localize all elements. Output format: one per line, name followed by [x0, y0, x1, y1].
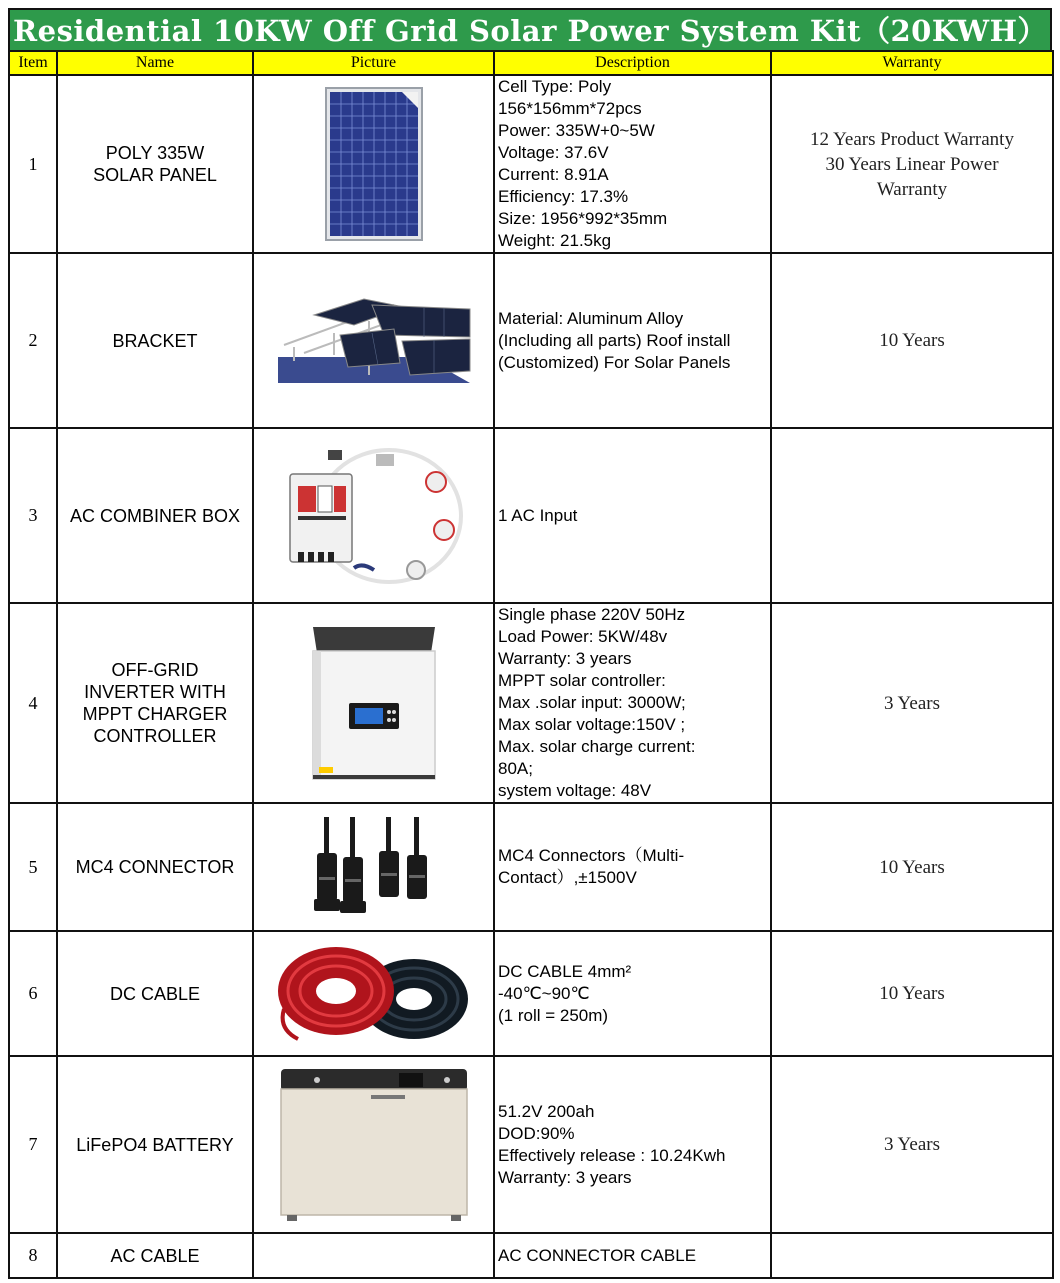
- product-picture: [253, 931, 494, 1056]
- description-line: DC CABLE 4mm²: [498, 961, 632, 981]
- description-line: Max .solar input: 3000W;: [498, 693, 686, 712]
- description-line: -40℃~90℃: [498, 983, 590, 1003]
- warranty-line: 12 Years Product Warranty: [810, 128, 1014, 150]
- table-row: [9, 428, 1053, 603]
- description-line: DOD:90%: [498, 1123, 575, 1143]
- product-warranty: [771, 75, 1053, 253]
- description-line: AC CONNECTOR CABLE: [498, 1245, 697, 1265]
- header-item: Item: [9, 51, 57, 75]
- page-title: Residential 10KW Off Grid Solar Power System Kit（20KWH）: [8, 8, 1052, 50]
- product-description: [494, 428, 771, 603]
- product-description: [494, 253, 771, 428]
- description-line: Current: 8.91A: [498, 165, 609, 184]
- product-warranty: [771, 1056, 1053, 1233]
- description-line: Warranty: 3 years: [498, 649, 632, 668]
- item-number: 2: [9, 253, 57, 428]
- table-row: [9, 931, 1053, 1056]
- table-row: [9, 253, 1053, 428]
- product-name: [57, 428, 253, 603]
- combiner-box-icon: [284, 446, 464, 586]
- item-number: 7: [9, 1056, 57, 1233]
- name-line: POLY 335W: [105, 143, 205, 163]
- description-line: Single phase 220V 50Hz: [498, 605, 686, 624]
- description-line: 1 AC Input: [498, 505, 578, 525]
- solar-panel-icon: [324, 86, 424, 242]
- battery-icon: [277, 1065, 471, 1225]
- header-description: Description: [494, 51, 771, 75]
- product-table: [8, 50, 1054, 1279]
- product-description: [494, 1233, 771, 1278]
- warranty-line: 10 Years: [879, 983, 945, 1004]
- inverter-icon: [309, 623, 439, 783]
- name-line: AC COMBINER BOX: [69, 505, 241, 526]
- product-warranty: [771, 428, 1053, 603]
- name-line: BRACKET: [112, 330, 198, 351]
- name-line: OFF-GRID: [111, 660, 199, 680]
- product-name: [57, 603, 253, 803]
- product-warranty: [771, 253, 1053, 428]
- description-line: Max. solar charge current:: [498, 737, 696, 756]
- product-picture: [253, 75, 494, 253]
- item-number: 8: [9, 1233, 57, 1278]
- name-line: DC CABLE: [109, 983, 201, 1004]
- description-line: (Including all parts) Roof install: [498, 330, 731, 350]
- mc4-connector-icon: [304, 817, 444, 917]
- warranty-line: Warranty: [876, 178, 948, 200]
- item-number: 4: [9, 603, 57, 803]
- item-number: 5: [9, 803, 57, 931]
- item-number: 3: [9, 428, 57, 603]
- description-line: 51.2V 200ah: [498, 1101, 595, 1121]
- spec-sheet: [8, 8, 1052, 1279]
- product-picture: [253, 1056, 494, 1233]
- description-line: system voltage: 48V: [498, 781, 652, 800]
- product-picture: [253, 253, 494, 428]
- header-warranty: Warranty: [771, 51, 1053, 75]
- product-name: [57, 931, 253, 1056]
- warranty-line: 3 Years: [884, 692, 940, 714]
- product-picture: [253, 603, 494, 803]
- warranty-line: 3 Years: [884, 1134, 940, 1155]
- name-line: AC CABLE: [110, 1245, 200, 1266]
- description-line: (Customized) For Solar Panels: [498, 352, 731, 372]
- product-name: [57, 75, 253, 253]
- description-line: Power: 335W+0~5W: [498, 121, 655, 140]
- warranty-line: 30 Years Linear Power: [825, 153, 999, 175]
- table-row: [9, 1056, 1053, 1233]
- product-description: [494, 1056, 771, 1233]
- bracket-icon: [274, 295, 474, 387]
- product-warranty: [771, 803, 1053, 931]
- product-picture: [253, 1233, 494, 1278]
- description-line: 156*156mm*72pcs: [498, 99, 642, 118]
- table-header-row: [9, 51, 1053, 75]
- description-line: Weight: 21.5kg: [498, 231, 612, 250]
- product-description: [494, 931, 771, 1056]
- name-line: INVERTER WITH: [84, 682, 226, 702]
- description-line: Efficiency: 17.3%: [498, 187, 629, 206]
- name-line: LiFePO4 BATTERY: [76, 1134, 234, 1155]
- item-number: 1: [9, 75, 57, 253]
- product-name: [57, 803, 253, 931]
- name-line: MPPT CHARGER: [82, 704, 228, 724]
- description-line: MPPT solar controller:: [498, 671, 666, 690]
- product-warranty: [771, 1233, 1053, 1278]
- product-description: [494, 803, 771, 931]
- description-line: Contact）,±1500V: [498, 868, 637, 887]
- description-line: 80A;: [498, 759, 533, 778]
- description-line: MC4 Connectors（Multi-: [498, 846, 685, 865]
- description-line: Size: 1956*992*35mm: [498, 209, 668, 228]
- description-line: Material: Aluminum Alloy: [498, 308, 684, 328]
- name-line: MC4 CONNECTOR: [75, 857, 235, 877]
- product-picture: [253, 803, 494, 931]
- warranty-line: 10 Years: [879, 856, 945, 878]
- table-row: [9, 1233, 1053, 1278]
- header-name: Name: [57, 51, 253, 75]
- description-line: Cell Type: Poly: [498, 77, 612, 96]
- table-row: [9, 603, 1053, 803]
- description-line: (1 roll = 250m): [498, 1005, 609, 1025]
- name-line: CONTROLLER: [93, 726, 217, 746]
- product-name: [57, 1056, 253, 1233]
- product-description: [494, 603, 771, 803]
- cable-roll-icon: [274, 939, 474, 1049]
- description-line: Load Power: 5KW/48v: [498, 627, 668, 646]
- product-warranty: [771, 603, 1053, 803]
- description-line: Voltage: 37.6V: [498, 143, 609, 162]
- product-picture: [253, 428, 494, 603]
- table-row: [9, 75, 1053, 253]
- warranty-line: 10 Years: [879, 330, 945, 351]
- description-line: Warranty: 3 years: [498, 1167, 632, 1187]
- header-picture: Picture: [253, 51, 494, 75]
- name-line: SOLAR PANEL: [93, 165, 217, 185]
- item-number: 6: [9, 931, 57, 1056]
- table-row: [9, 803, 1053, 931]
- description-line: Effectively release : 10.24Kwh: [498, 1145, 726, 1165]
- description-line: Max solar voltage:150V ;: [498, 715, 686, 734]
- product-name: [57, 1233, 253, 1278]
- product-name: [57, 253, 253, 428]
- product-description: [494, 75, 771, 253]
- product-warranty: [771, 931, 1053, 1056]
